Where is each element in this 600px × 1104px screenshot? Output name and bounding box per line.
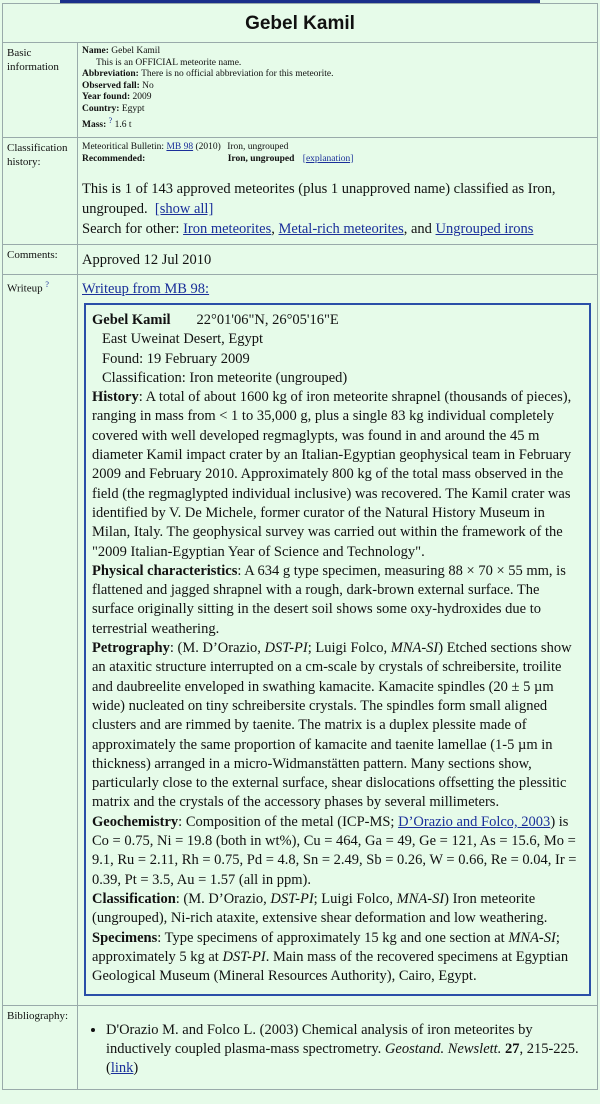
bibliography-link[interactable]: link	[110, 1060, 134, 1077]
geochemistry-paragraph: Geochemistry: Composition of the metal (ICP-MS; D’Orazio and Folco, 2003) is Co = 0.75, Ni = 19.8 (both in wt%), Cu = 464, Ga = 49, Ge = 121, As = 15.6, Mo = 9.1, Ru = 2.11, Rh = 0.75, Pd = 4.8, Sn = 2.49, Sb = 0.26, W = 0.66, Re = 0.04, Ir = 0.39, Pt = 3.5, Au = 1.57 (all in ppm).	[92, 813, 577, 888]
metal-rich-meteorites-link[interactable]: Metal-rich meteorites	[278, 221, 404, 237]
writeup-name: Gebel Kamil	[92, 312, 171, 328]
dorazio-folco-link[interactable]: D’Orazio and Folco, 2003	[398, 813, 551, 830]
writeup-coords: 22°01'06"N, 26°05'16"E	[196, 312, 339, 328]
year-value: 2009	[132, 92, 152, 102]
writeup-classification-line: Classification: Iron meteorite (ungrouped)	[102, 369, 348, 386]
bibliography-label: Bibliography:	[3, 1006, 78, 1090]
abbr-value: There is no official abbreviation for this meteorite.	[141, 69, 334, 79]
mass-value: 1.6 t	[114, 120, 132, 131]
meteorite-table	[2, 3, 598, 1090]
classification-content: Meteoritical Bulletin: MB 98 (2010) Iron, ungrouped Recommended: Iron, ungrouped [explanation] This is 1 of 143 approved meteorites (plus 1 unapproved name) classified as Iron, ungrouped. [show all] Search for other: Iron meteorites, Metal-rich meteorites, and Ungrouped irons	[78, 138, 598, 245]
bibliography-row	[3, 1006, 598, 1090]
mass-help-link[interactable]: ?	[108, 116, 113, 125]
history-paragraph: History: A total of about 1600 kg of iron meteorite shrapnel (thousands of pieces), ranging in mass from < 1 to 35,000 g, plus a single 83 kg individual completely covered with well developed regmaglypts, was found in and around the 45 m diameter Kamil impact crater by an Italian-Egyptian geophysical team in February 2009 and February 2010. Approximately 800 kg of the total mass observed in the field (the regmaglypted individual inclusive) was recovered. The Kamil crater was identified by V. De Michele, former curator of the Natural History Museum in Milan, Italy. The geophysical survey was carried out within the framework of the "2009 Italian-Egyptian Year of Science and Technology".	[92, 389, 572, 560]
classification-paragraph: Classification: (M. D’Orazio, DST-PI; Luigi Folco, MNA-SI) Iron meteorite (ungrouped), Ni-rich ataxite, extensive shear deformation and low weathering.	[92, 890, 548, 927]
name-value: Gebel Kamil	[111, 46, 161, 56]
specimens-paragraph: Specimens: Type specimens of approximately 15 kg and one section at MNA-SI; approximately 5 kg at DST-PI. Main mass of the recovered specimens at Egyptian Geological Museum (Mineral Resources Authority), Cairo, Egypt.	[92, 929, 569, 985]
physical-paragraph: Physical characteristics: A 634 g type specimen, measuring 88 × 70 × 55 mm, is flattened and jagged shrapnel with a rough, dark-brown external surface. The surface originally sitting in the desert soil shows some oxy-hydroxides due to terrestrial weathering.	[92, 562, 566, 637]
classification-row	[3, 138, 598, 245]
writeup-found: Found: 19 February 2009	[102, 350, 250, 367]
comments-row	[3, 245, 598, 275]
petrography-paragraph: Petrography: (M. D’Orazio, DST-PI; Luigi Folco, MNA-SI) Etched sections show an ataxitic structure interrupted on a cm-scale by crystals of schreibersite, troilite and daubreelite enveloped in swathing kamacite. Kamacite spindles (20 ± 5 µm wide) nucleated on tiny schreibersite crystals. The spindles form small aligned clusters and are rimmed by taenite. The matrix is a duplex plessite made of approximately the same proportion of kamacite and taenite lamellae (1-5 µm in thickness) arranged in a micro-Widmanstätten pattern. Many sections show, particularly close to the external surface, shear dislocations offsetting the plessitic matrix and the crystals of the accessory phases by several millimeters.	[92, 640, 572, 811]
show-all-link[interactable]: [show all]	[154, 201, 214, 217]
iron-meteorites-link[interactable]: Iron meteorites	[183, 221, 272, 237]
explanation-link[interactable]: [explanation]	[302, 153, 354, 164]
comments-value: Approved 12 Jul 2010	[78, 245, 598, 275]
page-title: Gebel Kamil	[3, 4, 598, 43]
writeup-box	[84, 303, 591, 996]
writeup-label: Writeup ?	[3, 275, 78, 1006]
writeup-help-link[interactable]: ?	[45, 280, 49, 289]
basic-info-content: Name: Gebel Kamil This is an OFFICIAL meteorite name. Abbreviation: There is no official abbreviation for this meteorite. Observed fall: No Year found: 2009 Country: Egypt Mass: ? 1.6 t	[78, 43, 598, 138]
classification-summary: This is 1 of 143 approved meteorites (plus 1 unapproved name) classified as Iron, ungrouped.	[82, 181, 556, 217]
bibliography-entry: • D'Orazio M. and Folco L. (2003) Chemical analysis of iron meteorites by inductively coupled plasma-mass spectrometry. Geostand. Newslett. 27, 215-225. (link)	[106, 1021, 593, 1078]
writeup-location: East Uweinat Desert, Egypt	[102, 331, 264, 348]
country-value: Egypt	[121, 103, 145, 114]
mb98-link[interactable]: MB 98	[166, 142, 194, 152]
observed-value: No	[142, 80, 154, 91]
official-note: This is an OFFICIAL meteorite name.	[96, 57, 242, 68]
writeup-content	[78, 275, 598, 1006]
basic-info-label: Basic information	[3, 43, 78, 138]
page	[2, 0, 598, 1090]
writeup-row	[3, 275, 598, 1006]
bibliography-content	[78, 1006, 598, 1090]
basic-info-row	[3, 43, 598, 138]
classification-label: Classification history:	[3, 138, 78, 245]
comments-label: Comments:	[3, 245, 78, 275]
ungrouped-irons-link[interactable]: Ungrouped irons	[435, 221, 534, 237]
writeup-source-link[interactable]: Writeup from MB 98:	[82, 281, 210, 297]
